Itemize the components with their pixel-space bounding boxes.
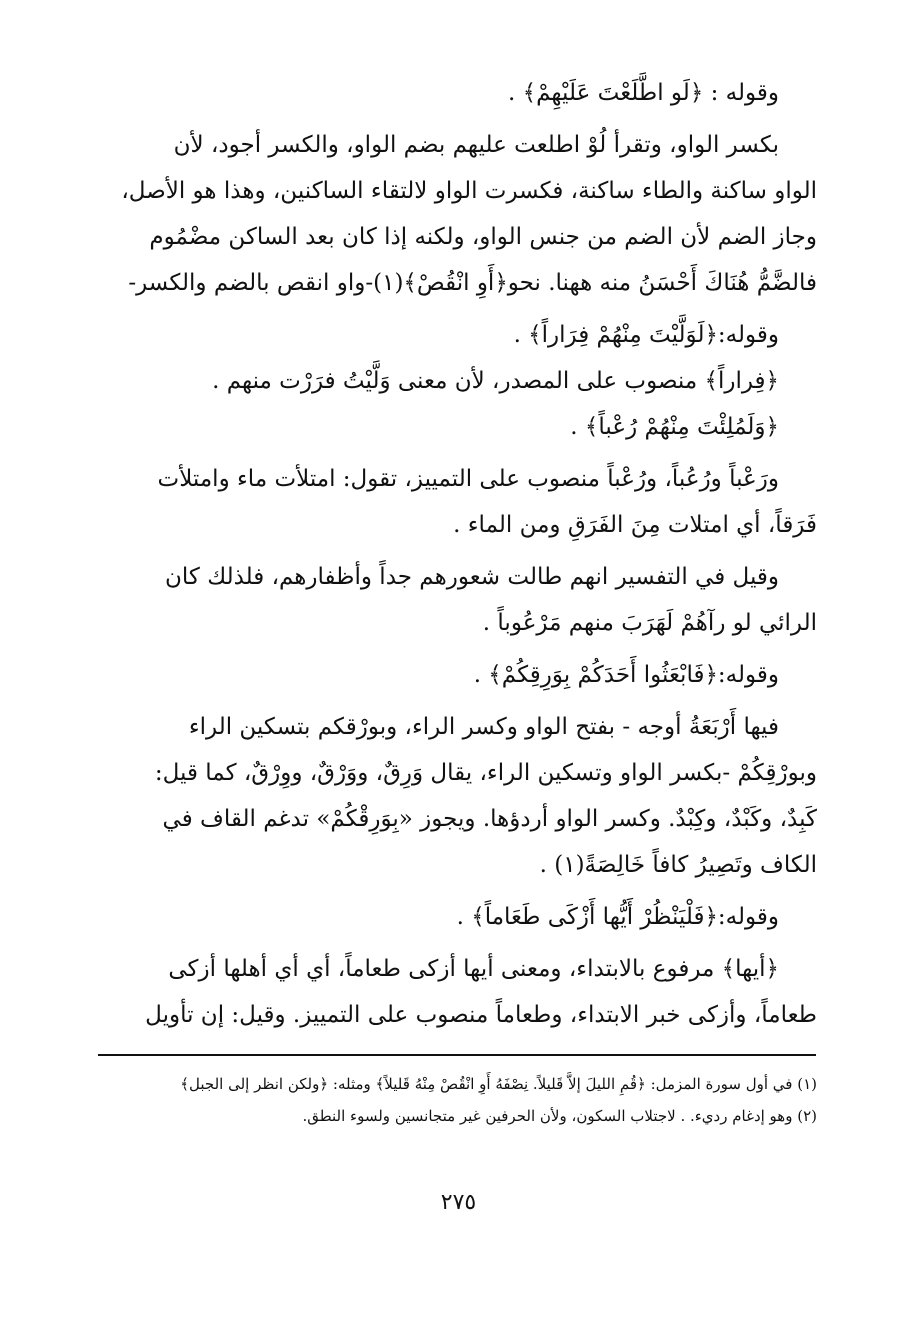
text-line: بكسر الواو، وتقرأ لُوْ اطلعت عليهم بضم الواو، والكسر أجود، لأن [173,132,779,158]
footnotes [97,1068,817,1132]
paragraph-7 [97,704,817,888]
page-number: ٢٧٥ [440,1190,477,1215]
paragraph-8 [97,894,817,940]
text-line: ﴿أيها﴾ مرفوع بالابتداء، ومعنى أيها أزكى طعاماً، أي أي أهلها أزكى [168,956,779,982]
text-line: فيها أَرْبَعَةُ أوجه - بفتح الواو وكسر الراء، وبورْقكم بتسكين الراء [188,714,779,740]
text-line: وقوله:﴿لَوَلَّيْتَ مِنْهُمْ فِرَاراً﴾ . [513,322,779,348]
text-line: وقوله : ﴿لَو اطَّلَعْتَ عَلَيْهِمْ﴾ . [508,80,779,106]
paragraph-1 [97,70,817,116]
text-line: فالضَّمُّ هُنَاكَ أَحْسَنُ منه ههنا. نحو﴿أَوِ انْقُصْ﴾(١)-واو انقص بالضم والكسر- [128,270,817,296]
footnote-2: (٢) وهو إدغام رديء. . لاجتلاب السكون، ولأن الحرفين غير متجانسين ولسوء النطق. [302,1107,817,1125]
paragraph-6 [97,652,817,698]
text-line: الرائي لو رآهُمْ لَهَرَبَ منهم مَرْعُوباً . [482,610,817,636]
text-line: طعاماً، وأزكى خبر الابتداء، وطعاماً منصوب على التمييز. وقيل: إن تأويل [145,1002,817,1028]
text-line: الواو ساكنة والطاء ساكنة، فكسرت الواو لالتقاء الساكنين، وهذا هو الأصل، [121,178,817,204]
main-text [97,70,817,1044]
paragraph-4 [97,456,817,548]
footnote-1: (١) في أول سورة المزمل: ﴿قُمِ الليلَ إلاَّ قَليلاً. نِصْفَهُ أَوِ انْقُصْ مِنْهُ قَليلاً﴾ ومثله: ﴿ولكن انظر إلى الجبل﴾ [180,1075,817,1093]
text-line: كَبِدٌ، وكَبْدٌ، وكِبْدٌ. وكسر الواو أردؤها. ويجوز «بِوَرِقْكُمْ» تدغم القاف في [162,806,817,832]
text-line: فَرَقاً، أي امتلات مِنَ الفَرَقِ ومن الماء . [453,512,817,538]
text-line: وقوله:﴿فَابْعَثُوا أَحَدَكُمْ بِوَرِقِكُمْ﴾ . [473,662,779,688]
text-line: وقوله:﴿فَلْيَنْظُرْ أَيُّها أَزْكَى طَعَاماً﴾ . [456,904,779,930]
text-line: ﴿فِراراً﴾ منصوب على المصدر، لأن معنى وَلَّيْتُ فرَرْت منهم . [212,368,779,394]
text-line: وجاز الضم لأن الضم من جنس الواو، ولكنه إذا كان بعد الساكن مضْمُوم [149,224,817,250]
text-line: ﴿وَلَمُلِئْتَ مِنْهُمْ رُعْباً﴾ . [570,414,779,440]
paragraph-2 [97,122,817,306]
text-line: ورَعْباً ورُعُباً، ورُعْباً منصوب على التمييز، تقول: امتلأت ماء وامتلأت [157,466,779,492]
footnote-divider [98,1054,816,1056]
paragraph-5 [97,554,817,646]
text-line: وبورْقِكُمْ -بكسر الواو وتسكين الراء، يقال وَرِقٌ، ووَرْقٌ، ووِرْقٌ، كما قيل: [154,760,817,786]
text-line: وقيل في التفسير انهم طالت شعورهم جداً وأظفارهم، فلذلك كان [165,564,779,590]
paragraph-3 [97,312,817,450]
text-line: الكاف وتَصِيرُ كافاً خَالِصَةً(١) . [539,852,817,878]
paragraph-9 [97,946,817,1038]
